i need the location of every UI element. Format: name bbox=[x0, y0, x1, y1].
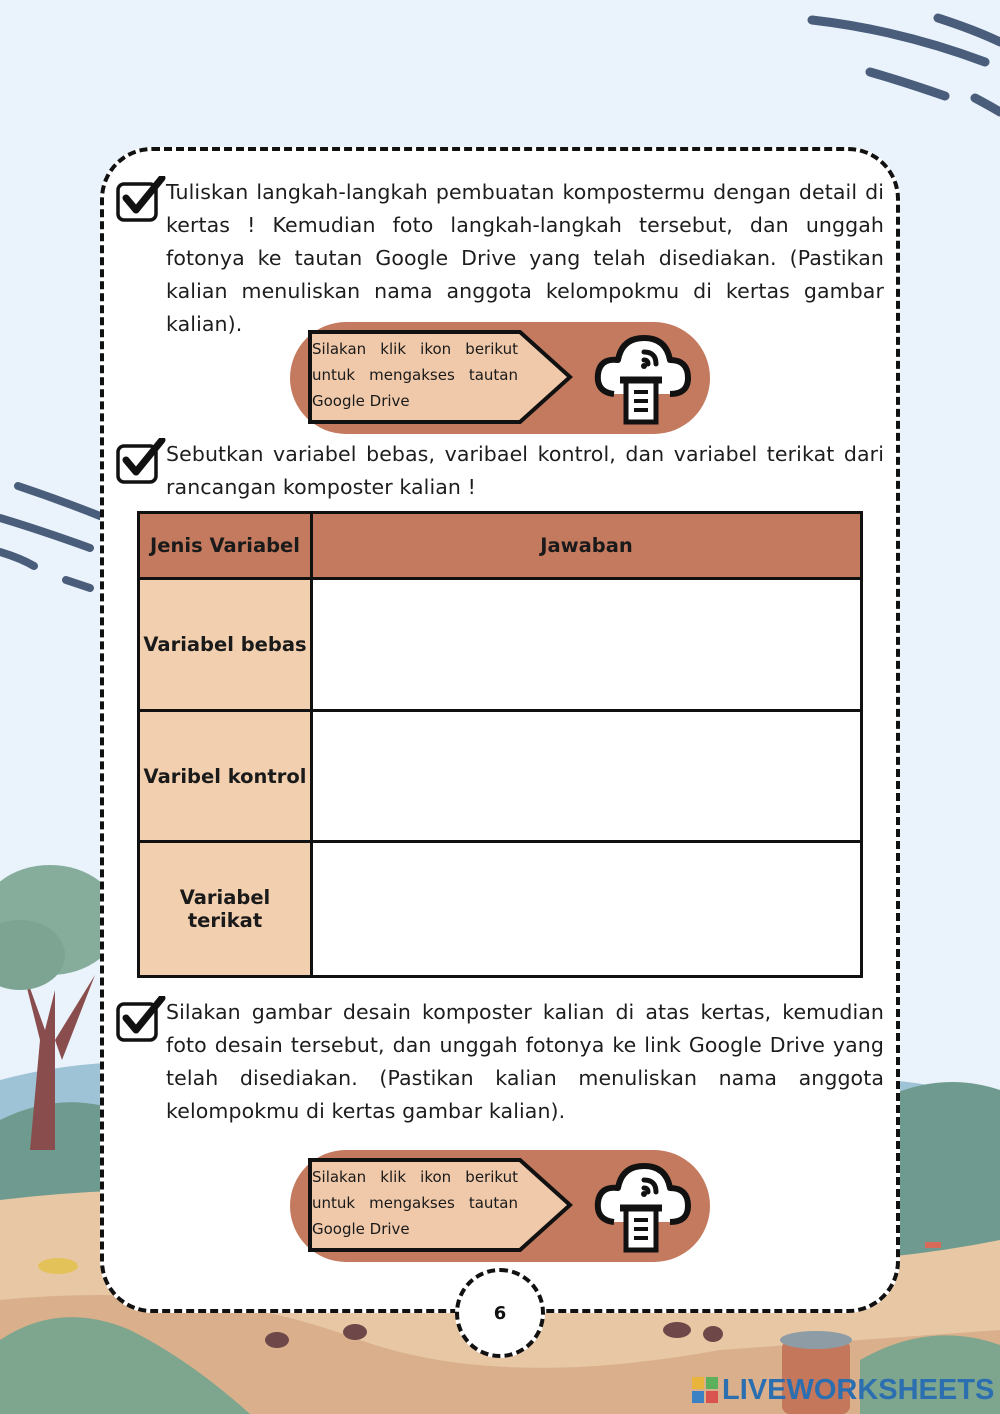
task-3-text: Silakan gambar desain komposter kalian di atas kertas, kemudian foto desain tersebut, dan unggah fotonya ke link Google Drive yang telah disediakan. (Pastikan kalian menuliskan nama anggota kelompokmu di kertas gambar kalian). bbox=[166, 1000, 884, 1123]
task-2-text: Sebutkan variabel bebas, varibael kontrol, dan variabel terikat dari rancangan komposter kalian ! bbox=[166, 442, 884, 499]
variables-table bbox=[137, 511, 863, 978]
answer-variabel-bebas[interactable] bbox=[312, 579, 862, 711]
cloud-upload-icon[interactable] bbox=[592, 328, 692, 428]
row-label-variabel-terikat: Variabel terikat bbox=[139, 842, 312, 977]
page-number: 6 bbox=[455, 1268, 545, 1358]
task-3 bbox=[116, 996, 884, 1128]
table-row bbox=[139, 711, 862, 842]
task-2 bbox=[116, 438, 884, 504]
checkbox-tick-icon bbox=[116, 996, 166, 1042]
table-header-row bbox=[139, 513, 862, 579]
checkbox-tick-icon bbox=[116, 438, 166, 484]
checkbox-tick-icon bbox=[116, 176, 166, 222]
table-row bbox=[139, 842, 862, 977]
answer-variabel-terikat[interactable] bbox=[312, 842, 862, 977]
answer-variabel-kontrol[interactable] bbox=[312, 711, 862, 842]
cloud-upload-icon[interactable] bbox=[592, 1156, 692, 1256]
google-drive-link-text: Silakan klik ikon berikut untuk mengakses tautan Google Drive bbox=[312, 1168, 518, 1238]
liveworksheets-brand bbox=[692, 1374, 994, 1406]
header-jenis-variabel: Jenis Variabel bbox=[139, 513, 312, 579]
header-jawaban: Jawaban bbox=[312, 513, 862, 579]
row-label-variabel-bebas: Variabel bebas bbox=[139, 579, 312, 711]
google-drive-link-button-2[interactable] bbox=[290, 1150, 710, 1262]
table-row bbox=[139, 579, 862, 711]
liveworksheets-logo-icon bbox=[692, 1377, 718, 1403]
task-1 bbox=[116, 176, 884, 341]
google-drive-link-text: Silakan klik ikon berikut untuk mengakses tautan Google Drive bbox=[312, 340, 518, 410]
row-label-variabel-kontrol: Varibel kontrol bbox=[139, 711, 312, 842]
google-drive-link-button-1[interactable] bbox=[290, 322, 710, 434]
task-1-text: Tuliskan langkah-langkah pembuatan kompostermu dengan detail di kertas ! Kemudian foto langkah-langkah tersebut, dan unggah fotonya ke tautan Google Drive yang telah disediakan. (Pastikan kalian menuliskan nama anggota kelompokmu di kertas gambar kalian). bbox=[166, 180, 884, 336]
liveworksheets-wordmark: LIVEWORKSHEETS bbox=[722, 1373, 995, 1406]
